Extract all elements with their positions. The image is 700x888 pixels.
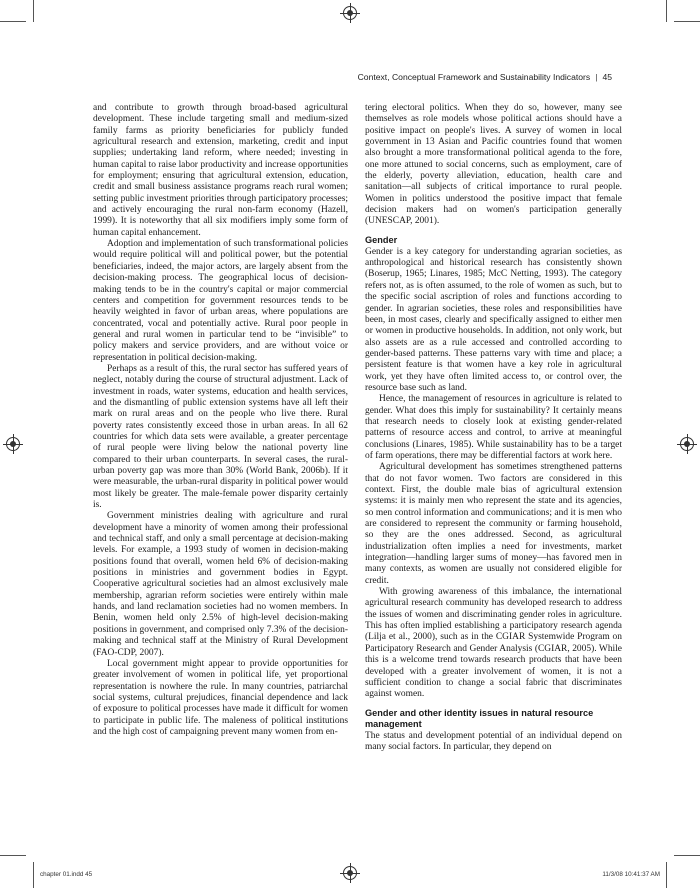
crop-mark [33, 862, 34, 888]
left-column [93, 103, 348, 738]
paragraph: Gender is a key category for understanding agrarian societies, as anthropological and historical research has consistently shown (Boserup, 1965; Linares, 1985; McC Netting, 1993). The category refers not, as is often assumed, to the role of women as such, but to the specific social ascription of roles and functions according to gender. In agrarian societies, these roles and responsibilities have been, in most cases, clearly and specifically assigned to either men or women in productive households. In addition, not only work, but also assets are as a rule accessed and controlled according to gender-based patterns. These patterns vary with time and place; a persistent feature is that women have a key role in agricultural work, yet they have often limited access to, or control over, the resource base such as land. [365, 246, 622, 393]
crop-mark [33, 0, 34, 22]
running-header [358, 72, 612, 82]
registration-mark-icon [680, 437, 694, 451]
registration-mark-icon [6, 437, 20, 451]
crop-mark [0, 21, 26, 22]
paragraph: Local government might appear to provide opportunities for greater involvement of women in political life, yet proportional representation is nowhere the rule. In many countries, patriarchal social systems, cultural prejudices, financial dependence and lack of exposure to political processes have made it difficult for women to participate in public life. The maleness of political institutions and the high cost of campaigning prevent many women from en- [93, 658, 348, 737]
paragraph: Adoption and implementation of such transformational policies would require political will and political power, but the potential beneficiaries, indeed, the major actors, are largely absent from the decision-making process. The geographical locus of decision-making tends to be in the country's capital or major commercial centers and competition for government resources tends to be heavily weighted in favor of urban areas, where populations are concentrated, vocal and potentially active. Rural poor people in general and rural women in particular tend to be “invisible” to policy makers and service providers, and are without voice or representation in political decision-making. [93, 239, 348, 363]
crop-mark [666, 0, 667, 22]
paragraph: With growing awareness of this imbalance, the international agricultural research community has developed research to address the issues of women and discriminating gender roles in agriculture. This has often implied establishing a participatory research agenda (Lilja et al., 2000), such as in the CGIAR Systemwide Program on Participatory Research and Gender Analysis (CGIAR, 2005). While this is a welcome trend towards research products that have been developed with a greater involvement of women, it is not a sufficient condition to change a social fabric that discriminates against women. [365, 587, 622, 700]
paragraph: The status and development potential of an individual depend on many social factors. In particular, they depend on [365, 730, 622, 752]
crop-mark [0, 855, 26, 856]
paragraph: tering electoral politics. When they do so, however, many see themselves as role models whose political actions should have a positive impact on people's lives. A survey of women in local government in 13 Asian and Pacific countries found that women also brought a more transformational political agenda to the fore, one more attuned to social concerns, such as employment, care of the elderly, poverty alleviation, education, health care and sanitation—all subjects of critical importance to rural people. Women in politics understood the positive impact that female decision makers had on women's participation generally (UNESCAP, 2001). [365, 103, 622, 227]
paragraph: Hence, the management of resources in agriculture is related to gender. What does this imply for sustainability? It certainly means that research needs to closely look at existing gender-related patterns of resource access and control, to arrive at meaningful conclusions (Linares, 1985). While sustainability has to be a target of farm operations, there may be differential factors at work here. [365, 394, 622, 461]
paragraph: and contribute to growth through broad-based agricultural development. These include targeting small and medium-sized family farms as priority beneficiaries for publicly funded agricultural research and extension, marketing, credit and input supplies; undertaking land reform, where needed; investing in human capital to raise labor productivity and increase opportunities for employment; ensuring that agricultural extension, education, credit and small business assistance programs reach rural women; setting public investment priorities through participatory processes; and actively encouraging the rural non-farm economy (Hazell, 1999). It is noteworthy that all six modifiers imply some form of human capital enhancement. [93, 103, 348, 238]
paragraph: Agricultural development has sometimes strengthened patterns that do not favor women. Two factors are considered in this context. First, the double male bias of agricultural extension systems: it is mainly men who represent the state and its agencies, so men control information and communications; and it is men who are considered to represent the community or farming household, so they are the ones addressed. Second, as agricultural industrialization often implies a need for investments, market integration—handling larger sums of money—has favored men in many contexts, as women are usually not considered eligible for credit. [365, 462, 622, 586]
crop-mark [674, 855, 700, 856]
header-separator: | [595, 72, 598, 82]
section-heading-gender: Gender [365, 234, 398, 245]
section-heading-identity-issues: Gender and other identity issues in natural resource management [365, 707, 594, 729]
right-column [365, 103, 622, 753]
paragraph: Perhaps as a result of this, the rural sector has suffered years of neglect, notably during the course of structural adjustment. Lack of investment in roads, water systems, education and health services, and the dismantling of public extension systems have all left their mark on rural areas and on the people who live there. Rural poverty rates consistently exceed those in urban areas. In all 62 countries for which data sets were available, a greater percentage of rural people were living below the national poverty line compared to their urban counterparts. In several cases, the rural-urban poverty gap was more than 30% (World Bank, 2006b). If it were measurable, the urban-rural disparity in political power would most likely be greater. The male-female power disparity certainly is. [93, 363, 348, 511]
registration-mark-icon [343, 6, 357, 20]
slug-filename: chapter 01.indd 45 [40, 871, 93, 878]
running-title: Context, Conceptual Framework and Sustainability Indicators [357, 72, 591, 82]
slug-timestamp: 11/3/08 10:41:37 AM [602, 871, 660, 878]
page-number: 45 [602, 72, 612, 82]
paragraph: Government ministries dealing with agriculture and rural development have a minority of women among their professional and technical staff, and only a small percentage at decision-making levels. For example, a 1993 study of women in decision-making positions found that overall, women held 6% of decision-making positions in ministries and government bodies in Egypt. Cooperative agricultural societies had an almost exclusively male membership, agrarian reform societies were entirely within male hands, and land reclamation societies had no women members. In Benin, women held only 2.5% of high-level decision-making positions in government, and comprised only 7.3% of the decision-making and technical staff at the Ministry of Rural Development (FAO-CDP, 2007). [93, 511, 348, 658]
registration-mark-icon [343, 866, 357, 880]
crop-mark [674, 21, 700, 22]
crop-mark [666, 862, 667, 888]
